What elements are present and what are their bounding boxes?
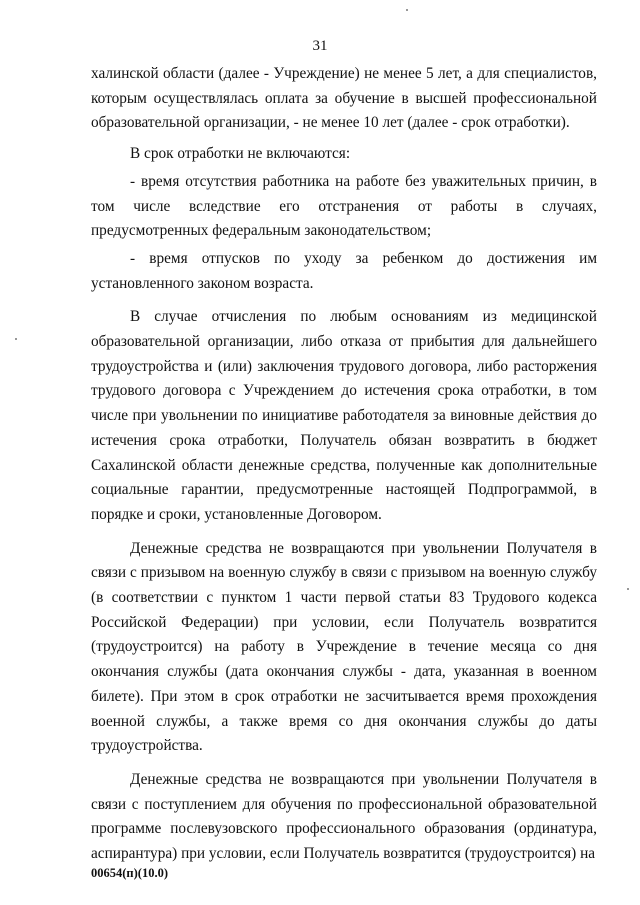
scan-speck [406, 9, 408, 11]
paragraph-military-service: Денежные средства не возвращаются при увольнении Получателя в связи с призывом на военную службу в связи с призывом на военную службу (в соответствии с пунктом 1 части первой статьи 83 Трудового кодекса Российской Федерации) при условии, если Получатель возвратится (трудоустроится) на работу в Учреждение в течение месяца со дня окончания службы (дата окончания службы - дата, указанная в военном билете). При этом в срок отработки не засчитывается время прохождения военной службы, а также время со дня окончания службы до даты трудоустройства. [91, 539, 597, 755]
scan-speck [627, 588, 629, 590]
list-item-parental-leave: - время отпусков по уходу за ребенком до достижения им установленного законом возраста. [91, 249, 597, 292]
paragraph-postgraduate-study: Денежные средства не возвращаются при увольнении Получателя в связи с поступлением для обучения по профессиональной образовательной программе послевузовского профессионального образования (ординатура, аспирантура) при условии, если Получатель возвратится (трудоустроится) на [91, 770, 597, 863]
scan-speck [15, 338, 17, 340]
paragraph-exclusions-intro: В срок отработки не включаются: [130, 145, 351, 163]
document-code: 00654(п)(10.0) [91, 866, 168, 880]
document-body [91, 62, 597, 867]
page-number: 31 [312, 38, 328, 54]
paragraph-refund-obligation: В случае отчисления по любым основаниям из медицинской образовательной организации, либо отказа от прибытия для дальнейшего трудоустройства и (или) заключения трудового договора, либо расторжения трудового договора с Учреждением до истечения срока отработки, в том числе при увольнении по инициативе работодателя за виновные действия до истечения срока отработки, Получатель обязан возвратить в бюджет Сахалинской области денежные средства, полученные как дополнительные социальные гарантии, предусмотренные настоящей Подпрограммой, в порядке и сроки, установленные Договором. [91, 308, 597, 523]
paragraph-continuation: халинской области (далее - Учреждение) не менее 5 лет, а для специалистов, которым осуществлялась оплата за обучение в высшей профессиональной образовательной организации, - не менее 10 лет (далее - срок отработки). [91, 65, 597, 132]
list-item-absence: - время отсутствия работника на работе без уважительных причин, в том числе вследствие его отстранения от работы в случаях, предусмотренных федеральным законодательством; [91, 172, 597, 240]
